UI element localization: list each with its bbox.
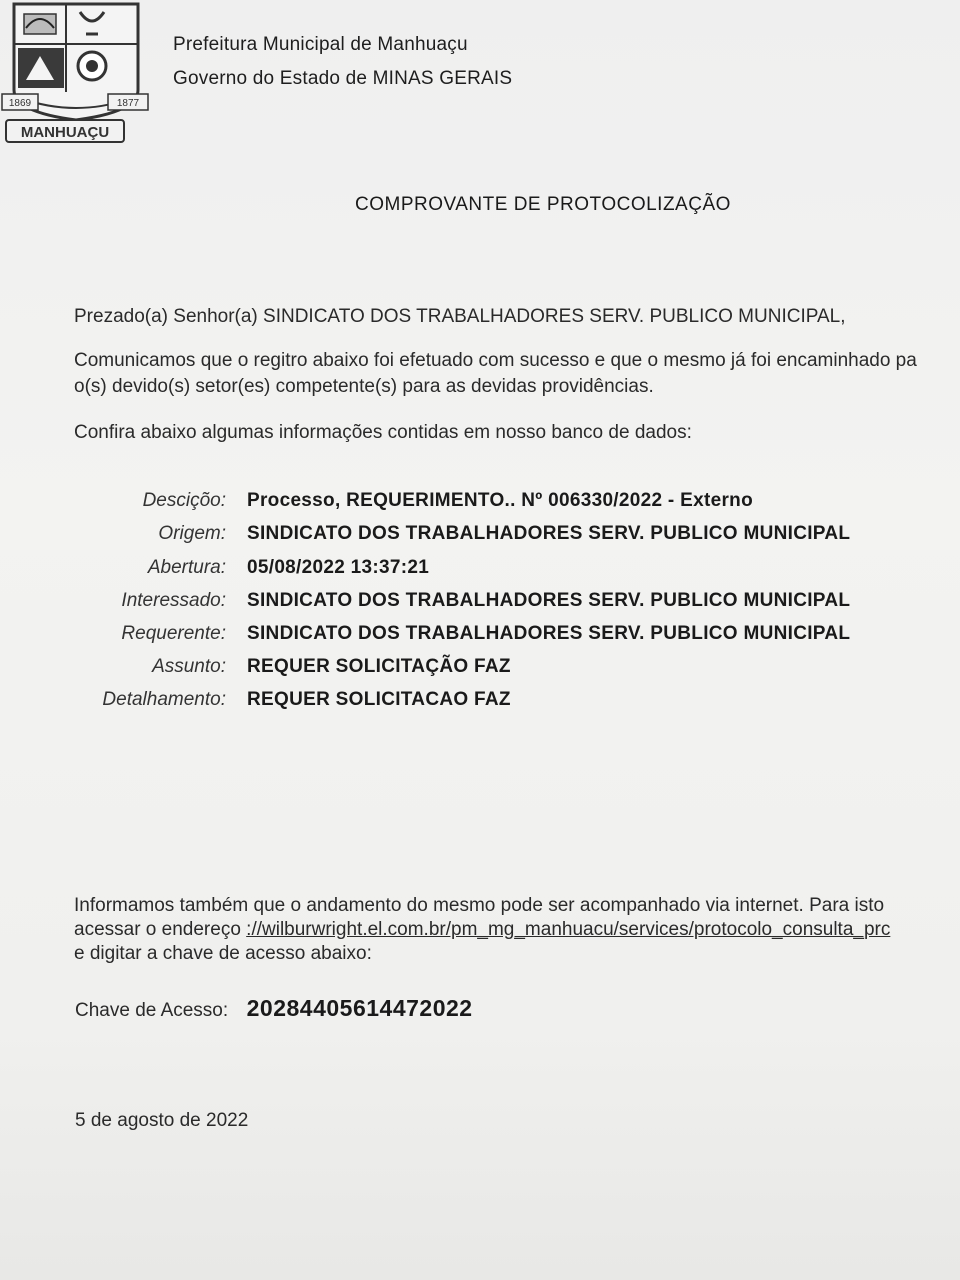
access-key-label: Chave de Acesso: (75, 1000, 229, 1021)
detail-label: Abertura: (147, 557, 226, 578)
detail-label: Desciçõo: (142, 490, 226, 511)
detail-value: SINDICATO DOS TRABALHADORES SERV. PUBLICO MUNICIPAL (247, 590, 851, 611)
followup-prefix: acessar o endereço (74, 919, 247, 940)
detail-row (0, 523, 960, 551)
document-title: COMPROVANTE DE PROTOCOLIZAÇÃO (355, 194, 731, 215)
detail-row (0, 689, 960, 717)
followup-line-3: e digitar a chave de acesso abaixo: (74, 943, 372, 964)
communication-line-2: o(s) devido(s) setor(es) competente(s) para as devidas providências. (74, 376, 654, 397)
detail-value: Processo, REQUERIMENTO.. Nº 006330/2022 - Externo (247, 490, 753, 511)
followup-line-2 (74, 919, 890, 941)
crest-name: MANHUAÇU (20, 124, 110, 141)
crest-year-right: 1877 (116, 98, 140, 109)
followup-line-1: Informamos também que o andamento do mesmo pode ser acompanhado via internet. Para isto (74, 895, 885, 916)
crest-year-left: 1869 (8, 98, 32, 109)
detail-row (0, 623, 960, 651)
detail-label: Origem: (158, 523, 226, 544)
detail-label: Interessado: (121, 590, 226, 611)
access-key-row (75, 995, 473, 1022)
state-government: Governo do Estado de MINAS GERAIS (173, 68, 513, 89)
detail-value: SINDICATO DOS TRABALHADORES SERV. PUBLICO MUNICIPAL (247, 523, 851, 544)
detail-row (0, 557, 960, 585)
greeting: Prezado(a) Senhor(a) SINDICATO DOS TRABALHADORES SERV. PUBLICO MUNICIPAL, (74, 306, 846, 327)
confira-text: Confira abaixo algumas informações contidas em nosso banco de dados: (74, 422, 692, 443)
document-date: 5 de agosto de 2022 (75, 1110, 249, 1131)
detail-label: Requerente: (121, 623, 226, 644)
detail-value: REQUER SOLICITACAO FAZ (247, 689, 511, 710)
detail-value: SINDICATO DOS TRABALHADORES SERV. PUBLICO MUNICIPAL (247, 623, 851, 644)
detail-label: Assunto: (152, 656, 226, 677)
detail-value: REQUER SOLICITAÇÃO FAZ (247, 656, 511, 677)
detail-value: 05/08/2022 13:37:21 (247, 557, 430, 578)
detail-row (0, 490, 960, 518)
detail-label: Detalhamento: (102, 689, 226, 710)
detail-row (0, 590, 960, 618)
municipal-crest-logo (0, 0, 150, 148)
communication-line-1: Comunicamos que o regitro abaixo foi efetuado com sucesso e que o mesmo já foi encaminhado pa (74, 350, 917, 371)
municipality-name: Prefeitura Municipal de Manhuaçu (173, 34, 468, 55)
detail-row (0, 656, 960, 684)
access-key-value: 20284405614472022 (246, 995, 473, 1021)
consulta-link[interactable]: ://wilburwright.el.com.br/pm_mg_manhuacu/services/protocolo_consulta_prc (246, 919, 891, 940)
